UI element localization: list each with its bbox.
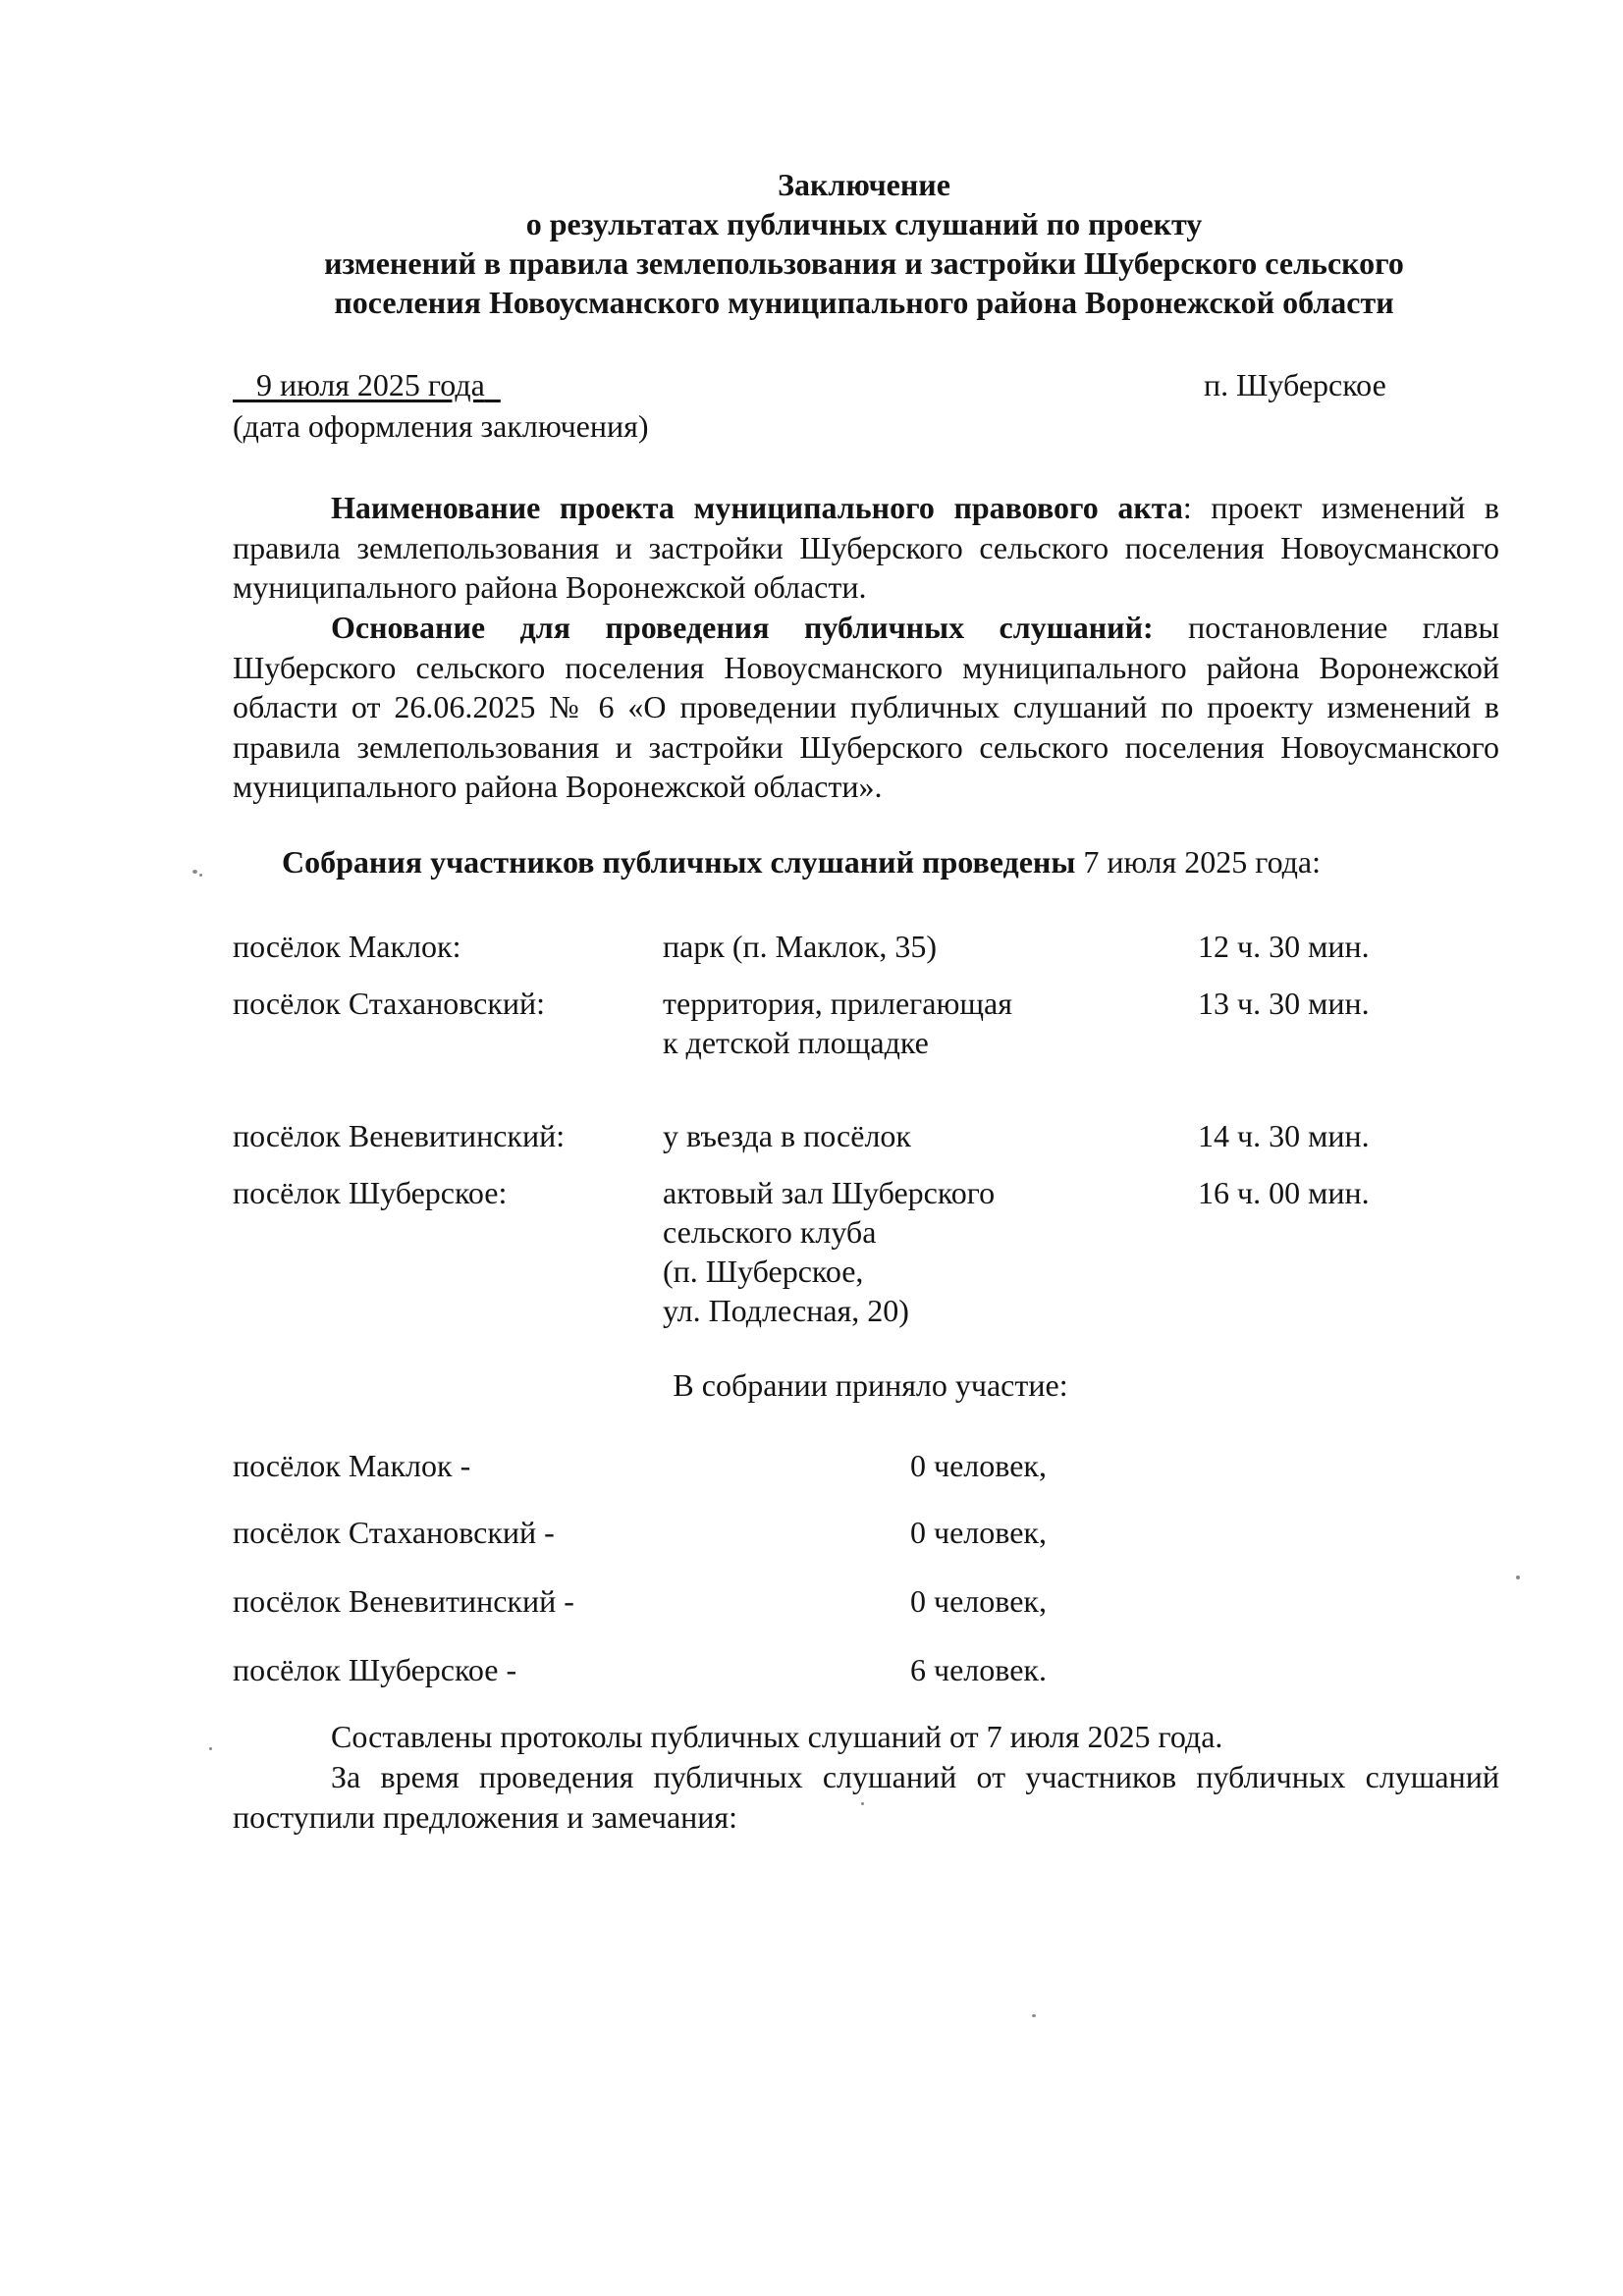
meeting-location bbox=[663, 984, 1012, 1062]
participation-settlement: посёлок Шуберское - bbox=[233, 1652, 517, 1687]
title-line-3: изменений в правила землепользования и застройки Шуберского сельского bbox=[324, 245, 1404, 281]
meeting-location-line: парк (п. Маклок, 35) bbox=[663, 929, 938, 964]
meeting-location-line: у въезда в посёлок bbox=[663, 1118, 911, 1153]
meeting-location-line: (п. Шуберское, bbox=[663, 1254, 864, 1289]
scan-speck bbox=[199, 874, 202, 877]
conclusion-place: п. Шуберское bbox=[1204, 367, 1386, 402]
meeting-location-line: к детской площадке bbox=[663, 1025, 929, 1060]
meeting-settlement: посёлок Шуберское: bbox=[233, 1175, 508, 1210]
basis-text: постановление главы Шуберского сельского поселения Новоусманского муниципального района Воронежской области от 26.06.2025 № 6 «О проведении публичных слушаний по проекту изменений в правила землепользования и застройки Шуберского сельского поселения Новоусманского муниципального района Воронежской области». bbox=[233, 610, 1500, 804]
project-name-paragraph bbox=[233, 488, 1499, 608]
participation-count: 6 человек. bbox=[910, 1652, 1047, 1687]
meeting-location-line: сельского клуба bbox=[663, 1214, 877, 1250]
participation-settlement: посёлок Маклок - bbox=[233, 1448, 471, 1483]
meeting-location bbox=[663, 927, 937, 966]
protocols-paragraph: Составлены протоколы публичных слушаний от 7 июля 2025 года. bbox=[331, 1719, 1223, 1754]
scan-speck bbox=[1032, 2014, 1036, 2017]
meeting-location bbox=[663, 1116, 911, 1155]
meeting-time: 13 ч. 30 мин. bbox=[1198, 986, 1370, 1021]
meeting-time: 12 ч. 30 мин. bbox=[1198, 929, 1370, 964]
meeting-location-line: актовый зал Шуберского bbox=[663, 1175, 996, 1210]
conclusion-date bbox=[233, 365, 501, 404]
participation-count: 0 человек, bbox=[910, 1448, 1047, 1483]
meeting-location-line: ул. Подлесная, 20) bbox=[663, 1293, 909, 1328]
title-line-1: Заключение bbox=[778, 167, 950, 202]
meeting-location-line: территория, прилегающая bbox=[663, 986, 1012, 1021]
participation-settlement: посёлок Стахановский - bbox=[233, 1515, 555, 1550]
participation-settlement: посёлок Веневитинский - bbox=[233, 1583, 574, 1619]
document-title bbox=[226, 165, 1502, 322]
meetings-heading-date: 7 июля 2025 года: bbox=[1075, 844, 1322, 880]
conclusion-date-caption: (дата оформления заключения) bbox=[233, 408, 649, 444]
meetings-heading bbox=[282, 842, 1321, 881]
project-name-text: : проект изменений в правила землепользования и застройки Шуберского сельского поселения Новоусманского муниципального района Воронежской области. bbox=[233, 490, 1500, 605]
proposals-paragraph: За время проведения публичных слушаний от участников публичных слушаний поступили предложения и замечания: bbox=[233, 1759, 1499, 1835]
basis-label: Основание для проведения публичных слушаний: bbox=[331, 610, 1154, 645]
project-name-label: Наименование проекта муниципального правового акта bbox=[331, 490, 1183, 525]
meeting-settlement: посёлок Маклок: bbox=[233, 929, 461, 964]
scan-speck bbox=[1516, 1575, 1520, 1579]
participation-count: 0 человек, bbox=[910, 1515, 1047, 1550]
title-line-2: о результатах публичных слушаний по проекту bbox=[525, 206, 1203, 241]
title-line-4: поселения Новоусманского муниципального района Воронежской области bbox=[334, 285, 1394, 320]
meeting-time: 14 ч. 30 мин. bbox=[1198, 1118, 1370, 1153]
conclusion-date-value: 9 июля 2025 года bbox=[256, 367, 485, 402]
meeting-location bbox=[663, 1173, 995, 1330]
scan-speck bbox=[861, 1802, 864, 1805]
participation-heading: В собрании приняло участие: bbox=[673, 1367, 1068, 1403]
participation-count: 0 человек, bbox=[910, 1583, 1047, 1619]
meeting-settlement: посёлок Стахановский: bbox=[233, 986, 546, 1021]
scan-speck bbox=[209, 1747, 212, 1750]
scan-speck bbox=[192, 870, 197, 874]
meeting-settlement: посёлок Веневитинский: bbox=[233, 1118, 566, 1153]
meetings-heading-bold: Собрания участников публичных слушаний проведены bbox=[282, 844, 1076, 880]
meeting-time: 16 ч. 00 мин. bbox=[1198, 1175, 1370, 1210]
basis-paragraph bbox=[233, 608, 1499, 807]
